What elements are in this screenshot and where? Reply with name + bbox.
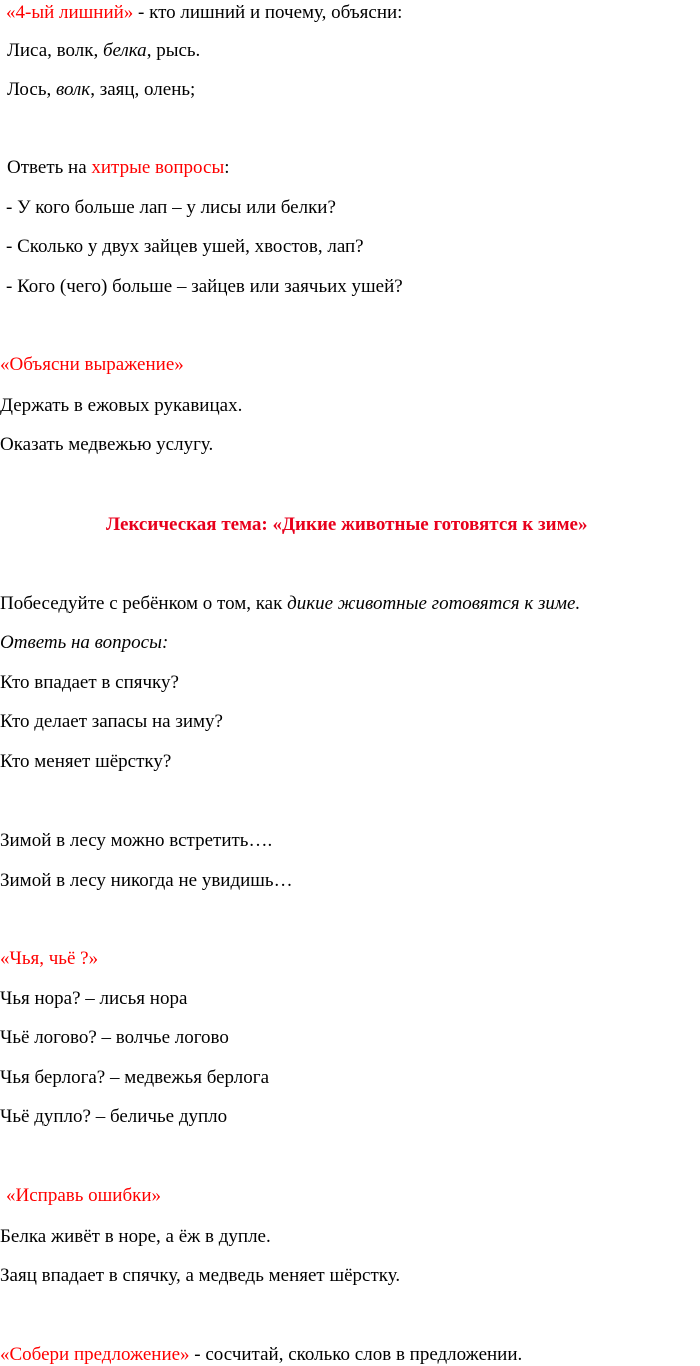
answer-questions-label: Ответь на вопросы: xyxy=(0,632,169,653)
whose-item-2: Чьё логово? – волчье логово xyxy=(0,1027,229,1048)
row-italic-word: волк xyxy=(55,79,91,100)
expression-1: Держать в ежовых рукавицах. xyxy=(0,395,243,416)
build-sentence-line xyxy=(0,1344,522,1366)
build-sentence-title: «Собери предложение» xyxy=(0,1344,190,1365)
topic-question-2: Кто делает запасы на зиму? xyxy=(0,711,223,732)
odd-one-out-heading-line xyxy=(6,2,402,24)
talk-text: Побеседуйте с ребёнком о том, как xyxy=(0,593,288,614)
row-text-end: , заяц, олень; xyxy=(90,79,196,100)
whose-item-1: Чья нора? – лисья нора xyxy=(0,988,188,1009)
tricky-questions-title: хитрые вопросы xyxy=(91,157,225,178)
tricky-suffix: : xyxy=(224,157,230,178)
lexical-topic-heading: Лексическая тема: «Дикие животные готовятся к зиме» xyxy=(106,514,588,535)
talk-italic-text: дикие животные готовятся к зиме. xyxy=(287,593,581,614)
whose-title: «Чья, чьё ?» xyxy=(0,948,99,969)
row-text-end: , рысь. xyxy=(146,40,201,61)
tricky-question-1: - У кого больше лап – у лисы или белки? xyxy=(6,197,336,218)
tricky-question-3: - Кого (чего) больше – зайцев или заячьих ушей? xyxy=(6,276,403,297)
explain-expression-title: «Объясни выражение» xyxy=(0,354,184,375)
expression-2: Оказать медвежью услугу. xyxy=(0,434,214,455)
whose-item-4: Чьё дупло? – беличье дупло xyxy=(0,1106,228,1127)
tricky-question-2: - Сколько у двух зайцев ушей, хвостов, лап? xyxy=(6,236,364,257)
row-text: Лось, xyxy=(7,79,56,100)
topic-question-1: Кто впадает в спячку? xyxy=(0,672,179,693)
winter-sentence-2: Зимой в лесу никогда не увидишь… xyxy=(0,870,293,891)
fix-mistakes-title: «Исправь ошибки» xyxy=(6,1185,162,1206)
row-text: Лиса, волк, xyxy=(7,40,103,61)
topic-question-3: Кто меняет шёрстку? xyxy=(0,751,172,772)
winter-sentence-1: Зимой в лесу можно встретить…. xyxy=(0,830,273,851)
fix-item-2: Заяц впадает в спячку, а медведь меняет шёрстку. xyxy=(0,1265,401,1286)
odd-one-out-row-1 xyxy=(7,40,200,62)
talk-instruction xyxy=(0,593,580,615)
row-italic-word: белка xyxy=(102,40,147,61)
fix-item-1: Белка живёт в норе, а ёж в дупле. xyxy=(0,1226,271,1247)
odd-one-out-instruction: - кто лишний и почему, объясни: xyxy=(133,2,403,23)
tricky-prefix: Ответь на xyxy=(7,157,92,178)
odd-one-out-title: «4-ый лишний» xyxy=(6,2,134,23)
tricky-questions-heading-line xyxy=(7,157,230,179)
odd-one-out-row-2 xyxy=(7,79,195,101)
build-sentence-instruction: - сосчитай, сколько слов в предложении. xyxy=(189,1344,523,1365)
whose-item-3: Чья берлога? – медвежья берлога xyxy=(0,1067,269,1088)
